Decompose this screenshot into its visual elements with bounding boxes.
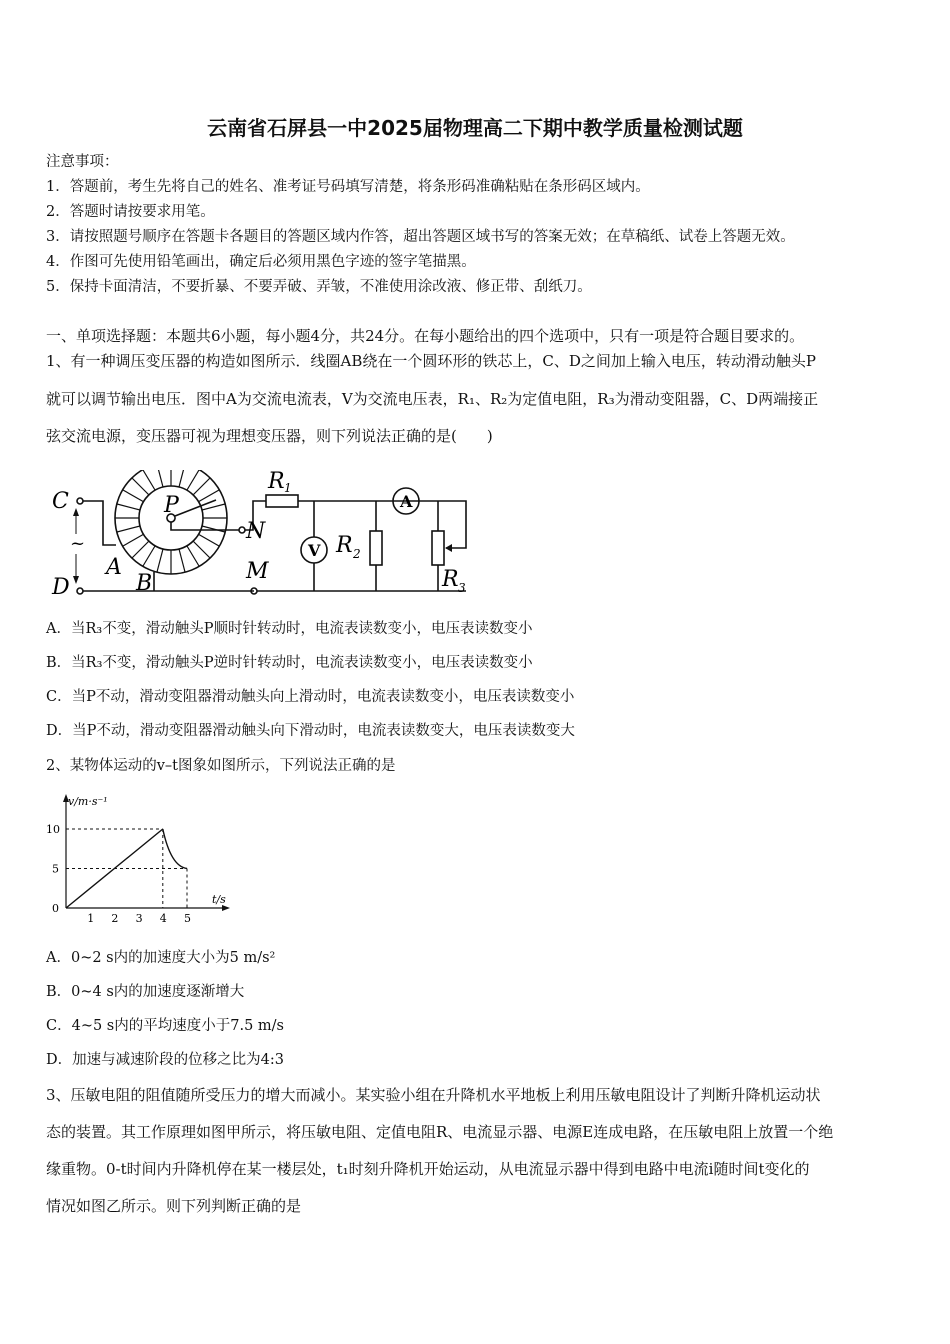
y-axis-label: v/m·s⁻¹	[68, 795, 108, 808]
label-r1: R	[268, 470, 285, 494]
question-1-line: 弦交流电源，变压器可视为理想变压器，则下列说法正确的是( )	[46, 427, 493, 445]
question-2-stem: 2、某物体运动的v–t图象如图所示，下列说法正确的是	[46, 758, 396, 774]
question-3-line: 情况如图乙所示。则下列判断正确的是	[46, 1197, 302, 1215]
notice-item: 3．请按照题号顺序在答题卡各题目的答题区域内作答，超出答题区域书写的答案无效；在草稿纸、试卷上答题无效。	[46, 229, 795, 245]
notice-item: 2．答题时请按要求用笔。	[46, 204, 215, 220]
option: B．当R₃不变，滑动触头P逆时针转动时，电流表读数变小，电压表读数变小	[46, 655, 533, 671]
x-tick-label: 3	[135, 912, 143, 925]
notice-item: 4．作图可先使用铅笔画出，确定后必须用黑色字迹的签字笔描黑。	[46, 254, 476, 270]
question-3-line: 缘重物。0-t时间内升降机停在某一楼层处，t₁时刻升降机开始运动，从电流显示器中得到电路中电流i随时间t变化的	[46, 1160, 810, 1178]
option: B．0~4 s内的加速度逐渐增大	[46, 984, 245, 1000]
label-d: D	[52, 575, 70, 600]
notice-item: 1．答题前，考生先将自己的姓名、准考证号码填写清楚，将条形码准确粘贴在条形码区域内。	[46, 179, 650, 195]
label-r1-sub: 1	[284, 481, 292, 495]
option: C．当P不动，滑动变阻器滑动触头向上滑动时，电流表读数变小，电压表读数变小	[46, 689, 575, 705]
section-heading: 一、单项选择题：本题共6小题，每小题4分，共24分。在每小题给出的四个选项中，只有一项是符合题目要求的。	[46, 327, 805, 345]
page-title: 云南省石屏县一中2025届物理高二下期中教学质量检测试题	[207, 116, 743, 140]
label-b: B	[136, 571, 153, 596]
option: D．当P不动，滑动变阻器滑动触头向下滑动时，电流表读数变大，电压表读数变大	[46, 723, 575, 739]
question-3-line: 3、压敏电阻的阻值随所受压力的增大而减小。某实验小组在升降机水平地板上利用压敏电阻设计了判断升降机运动状	[46, 1086, 821, 1104]
option: C．4~5 s内的平均速度小于7.5 m/s	[46, 1018, 284, 1034]
y-tick-label: 10	[46, 823, 60, 836]
option: D．加速与减速阶段的位移之比为4:3	[46, 1052, 284, 1068]
notice-item: 5．保持卡面清洁，不要折暴、不要弄破、弄皱，不准使用涂改液、修正带、刮纸刀。	[46, 279, 592, 295]
y-tick-label: 5	[52, 862, 59, 876]
ammeter-label: A	[400, 492, 413, 511]
label-r3: R	[442, 567, 459, 592]
label-r2: R	[336, 533, 353, 558]
x-tick-label: 4	[159, 912, 167, 925]
y-tick-label: 0	[52, 902, 59, 915]
x-tick-label: 5	[184, 912, 191, 925]
voltmeter-label: V	[308, 541, 321, 560]
label-n: N	[246, 519, 266, 544]
ac-source-symbol: ~	[70, 533, 86, 554]
vt-chart	[46, 790, 236, 930]
option: A．0~2 s内的加速度大小为5 m/s²	[46, 950, 276, 966]
label-r2-sub: 2	[353, 547, 361, 561]
label-p: P	[164, 493, 179, 518]
notice-heading: 注意事项：	[46, 154, 119, 170]
question-3-line: 态的装置。其工作原理如图甲所示，将压敏电阻、定值电阻R、电流显示器、电源E连成电路，在压敏电阻上放置一个绝	[46, 1123, 834, 1141]
label-a: A	[106, 555, 122, 580]
question-1-line: 1、有一种调压变压器的构造如图所示．线圈AB绕在一个圆环形的铁芯上，C、D之间加上输入电压，转动滑动触头P	[46, 352, 817, 370]
question-1-line: 就可以调节输出电压．图中A为交流电流表，V为交流电压表，R₁、R₂为定值电阻，R₃为滑动变阻器，C、D两端接正	[46, 390, 819, 408]
x-axis-label: t/s	[212, 893, 226, 906]
x-tick-label: 1	[87, 912, 95, 925]
x-tick-label: 2	[111, 912, 119, 925]
label-c: C	[52, 489, 69, 514]
label-r3-sub: 3	[458, 581, 466, 595]
option: A．当R₃不变，滑动触头P顺时针转动时，电流表读数变小，电压表读数变小	[46, 621, 533, 637]
series-curve	[163, 829, 187, 869]
transformer-circuit-figure	[46, 470, 486, 602]
label-m: M	[246, 559, 269, 584]
